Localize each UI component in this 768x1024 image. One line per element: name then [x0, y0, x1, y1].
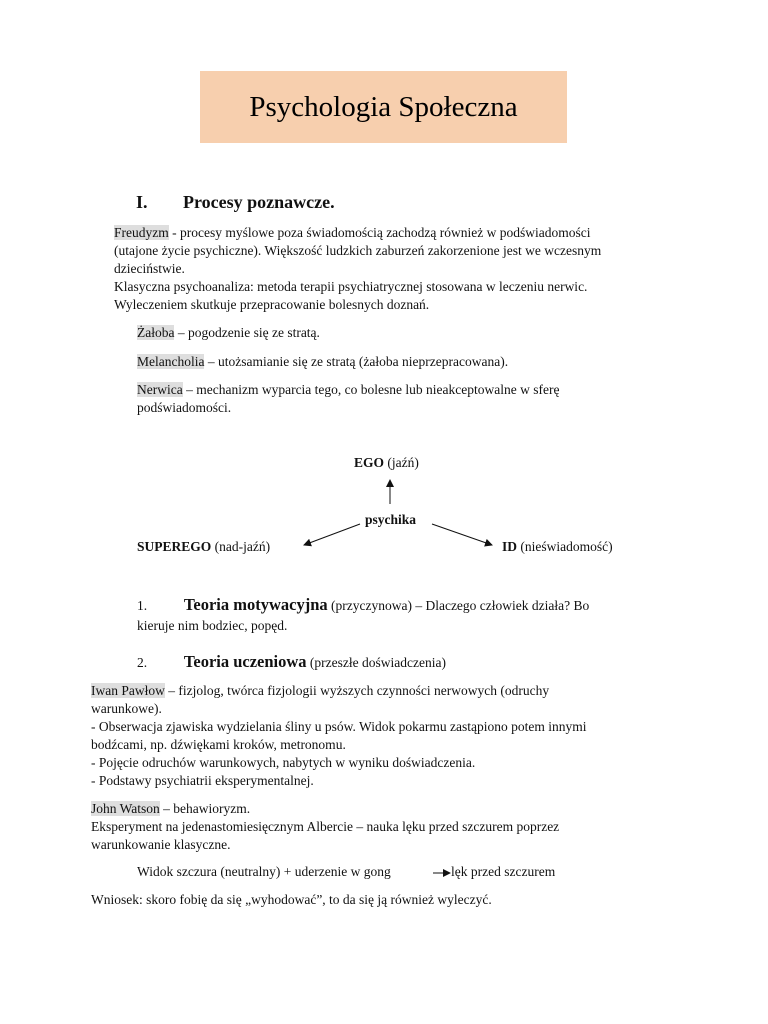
pavlov-line2: warunkowe). — [91, 701, 162, 716]
theory2-number: 2. — [137, 655, 148, 670]
watson-paragraph — [91, 800, 559, 854]
watson-line1: – behawioryzm. — [159, 801, 251, 816]
term-definition-cont: podświadomości. — [137, 400, 232, 415]
pavlov-line1: – fizjolog, twórca fizjologii wyższych czynności nerwowych (odruchy — [164, 683, 550, 698]
term-definition: – utożsamianie się ze stratą (żałoba nieprzepracowana). — [204, 354, 509, 369]
conclusion: Wniosek: skoro fobię da się „wyhodować”, to da się ją również wyleczyć. — [91, 892, 492, 907]
watson-line3: warunkowanie klasyczne. — [91, 837, 231, 852]
theory1-name: Teoria motywacyjna — [183, 595, 328, 614]
id-sub: (nieświadomość) — [517, 539, 613, 554]
superego-sub: (nad-jaźń) — [211, 539, 271, 554]
arrow-to-superego — [304, 524, 360, 545]
term-definition: – mechanizm wyparcia tego, co bolesne lub nieakceptowalne w sferę — [182, 382, 560, 397]
diagram-center: psychika — [365, 512, 417, 527]
pavlov-line5: - Pojęcie odruchów warunkowych, nabytych w wyniku doświadczenia. — [91, 755, 476, 770]
ego-label: EGO — [354, 455, 385, 470]
watson-term: John Watson — [91, 801, 160, 816]
superego-label: SUPEREGO — [137, 539, 212, 554]
term-definition: – pogodzenie się ze stratą. — [174, 325, 320, 340]
theory1-desc: (przyczynowa) – Dlaczego człowiek działa? Bo — [327, 598, 590, 613]
theory2-name: Teoria uczeniowa — [183, 652, 307, 671]
term-label: Melancholia — [137, 354, 205, 369]
freud-line2: (utajone życie psychiczne). Większość ludzkich zaburzeń zakorzenione jest we wczesnym — [114, 243, 602, 258]
freud-line4: Klasyczna psychoanaliza: metoda terapii psychiatrycznej stosowana w leczeniu nerwic. — [114, 279, 588, 294]
conditioning-formula-left: Widok szczura (neutralny) + uderzenie w gong — [137, 864, 391, 879]
theory-uczeniowa — [137, 652, 446, 673]
section-heading: Procesy poznawcze. — [183, 192, 335, 212]
id-label: ID — [502, 539, 518, 554]
freud-line3: dzieciństwie. — [114, 261, 185, 276]
pavlov-line4: bodźcami, np. dźwiękami kroków, metronomu. — [91, 737, 346, 752]
document-title: Psychologia Społeczna — [249, 90, 518, 123]
freud-line5: Wyleczeniem skutkuje przepracowanie bolesnych doznań. — [114, 297, 430, 312]
term-label: Nerwica — [137, 382, 183, 397]
term-label: Żałoba — [137, 325, 175, 340]
theory2-desc: (przeszłe doświadczenia) — [306, 655, 446, 670]
pavlov-line6: - Podstawy psychiatrii eksperymentalnej. — [91, 773, 314, 788]
arrow-to-id — [432, 524, 492, 545]
theory1-number: 1. — [137, 598, 148, 613]
section-numeral: I. — [136, 192, 148, 212]
theory-motywacyjna — [137, 595, 589, 636]
conditioning-formula-right: lęk przed szczurem — [451, 864, 556, 879]
theory1-line2: kieruje nim bodziec, popęd. — [137, 618, 288, 633]
freud-line1: - procesy myślowe poza świadomością zachodzą również w podświadomości — [168, 225, 591, 240]
pavlov-line3: - Obserwacja zjawiska wydzielania śliny u psów. Widok pokarmu zastąpiono potem innymi — [91, 719, 587, 734]
pavlov-term: Iwan Pawłow — [91, 683, 165, 698]
pavlov-paragraph — [91, 682, 586, 790]
freud-term: Freudyzm — [114, 225, 169, 240]
watson-line2: Eksperyment na jedenastomiesięcznym Albercie – nauka lęku przed szczurem poprzez — [91, 819, 560, 834]
ego-sub: (jaźń) — [384, 455, 419, 470]
